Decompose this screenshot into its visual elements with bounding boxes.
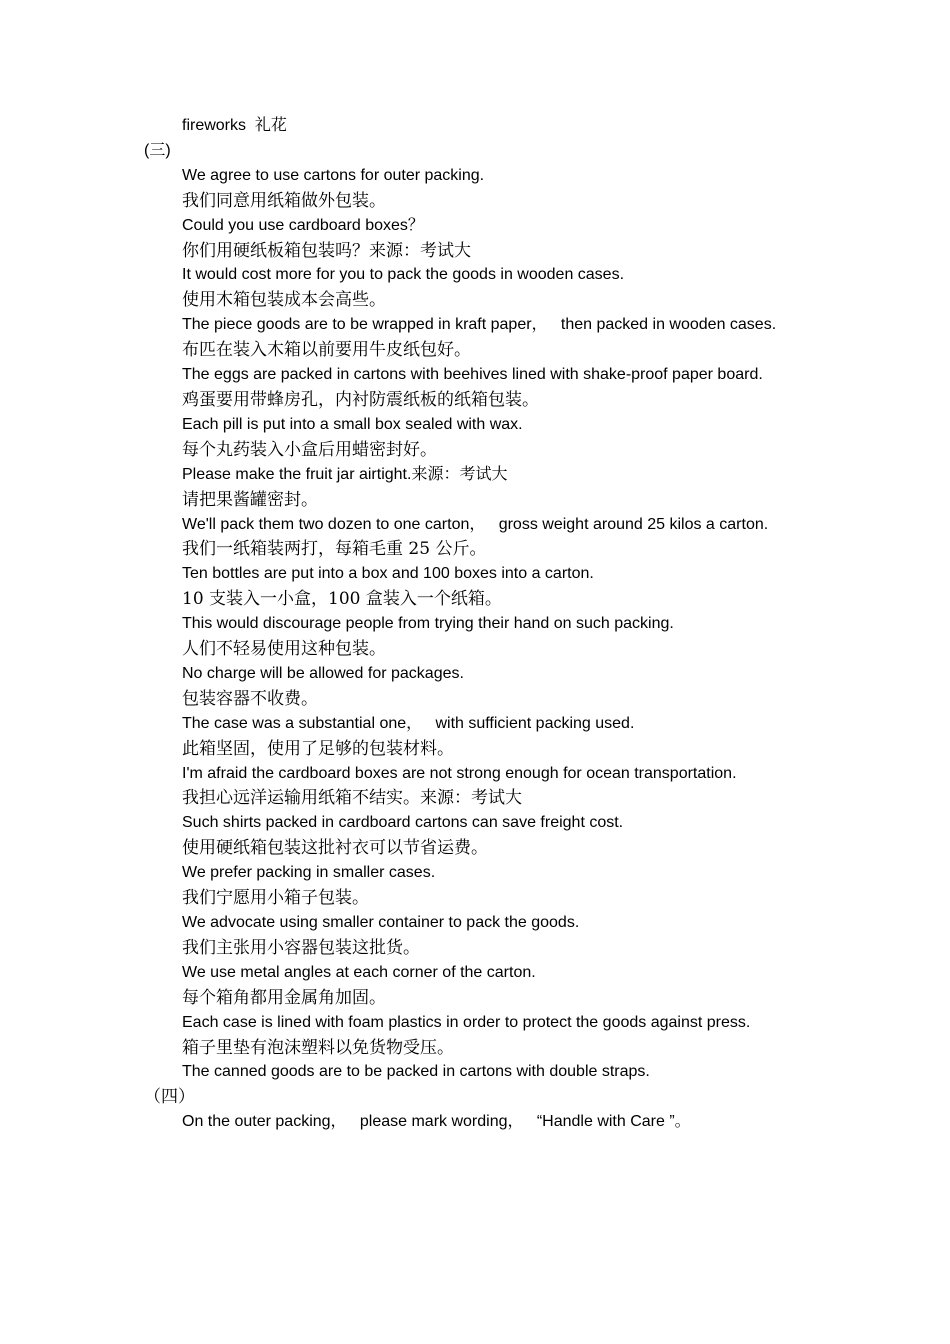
english-sentence: Please make the fruit jar airtight.来源：考试大: [182, 465, 508, 483]
english-sentence: It would cost more for you to pack the goods in wooden cases.: [182, 266, 625, 284]
chinese-translation: 我们宁愿用小箱子包装。: [182, 888, 369, 909]
english-sentence: Ten bottles are put into a box and 100 boxes into a carton.: [182, 565, 594, 583]
chinese-translation: 包装容器不收费。: [182, 688, 318, 709]
chinese-translation: 我担心远洋运输用纸箱不结实。来源：考试大: [182, 788, 522, 809]
chinese-translation: 每个丸药装入小盒后用蜡密封好。: [182, 439, 437, 460]
chinese-translation: 箱子里垫有泡沫塑料以免货物受压。: [182, 1037, 454, 1058]
english-sentence: The case was a substantial one， with sufficient packing used.: [182, 714, 635, 732]
text-line: fireworks 礼花: [182, 117, 287, 134]
english-sentence: On the outer packing， please mark wording， “Handle with Care ”。: [182, 1113, 691, 1131]
section-heading: (三): [144, 141, 171, 159]
chinese-translation: 鸡蛋要用带蜂房孔，内衬防震纸板的纸箱包装。: [182, 389, 539, 410]
english-sentence: No charge will be allowed for packages.: [182, 664, 464, 682]
document-body: [144, 114, 824, 1135]
english-sentence: This would discourage people from trying their hand on such packing.: [182, 615, 674, 633]
english-sentence: We'll pack them two dozen to one carton， gross weight around 25 kilos a carton.: [182, 515, 769, 533]
section-heading: （四）: [144, 1087, 195, 1108]
english-sentence: We agree to use cartons for outer packing.: [182, 166, 485, 184]
english-sentence: Each case is lined with foam plastics in order to protect the goods against press.: [182, 1013, 751, 1031]
chinese-translation: 人们不轻易使用这种包装。: [182, 639, 386, 660]
chinese-translation: 我们一纸箱装两打，每箱毛重 25 公斤。: [182, 539, 487, 560]
chinese-translation: 布匹在装入木箱以前要用牛皮纸包好。: [182, 340, 471, 361]
chinese-translation: 我们主张用小容器包装这批货。: [182, 937, 420, 958]
chinese-translation: 10 支装入一小盒，100 盒装入一个纸箱。: [182, 589, 502, 610]
english-sentence: Could you use cardboard boxes？: [182, 216, 424, 234]
english-sentence: Each pill is put into a small box sealed with wax.: [182, 415, 523, 433]
chinese-translation: 我们同意用纸箱做外包装。: [182, 190, 386, 211]
english-sentence: Such shirts packed in cardboard cartons can save freight cost.: [182, 814, 624, 832]
english-sentence: We use metal angles at each corner of the carton.: [182, 963, 536, 981]
english-sentence: The piece goods are to be wrapped in kraft paper， then packed in wooden cases.: [182, 316, 777, 334]
english-sentence: The canned goods are to be packed in cartons with double straps.: [182, 1063, 650, 1081]
chinese-translation: 请把果酱罐密封。: [182, 489, 318, 510]
english-sentence: We prefer packing in smaller cases.: [182, 864, 436, 882]
chinese-translation: 此箱坚固，使用了足够的包装材料。: [182, 738, 454, 759]
chinese-translation: 使用硬纸箱包装这批衬衣可以节省运费。: [182, 838, 488, 859]
chinese-translation: 每个箱角都用金属角加固。: [182, 987, 386, 1008]
chinese-translation: 使用木箱包装成本会高些。: [182, 290, 386, 311]
english-sentence: We advocate using smaller container to pack the goods.: [182, 914, 580, 931]
english-sentence: The eggs are packed in cartons with beehives lined with shake-proof paper board.: [182, 366, 763, 384]
chinese-translation: 你们用硬纸板箱包装吗？来源：考试大: [182, 240, 471, 261]
english-sentence: I'm afraid the cardboard boxes are not strong enough for ocean transportation.: [182, 764, 737, 782]
